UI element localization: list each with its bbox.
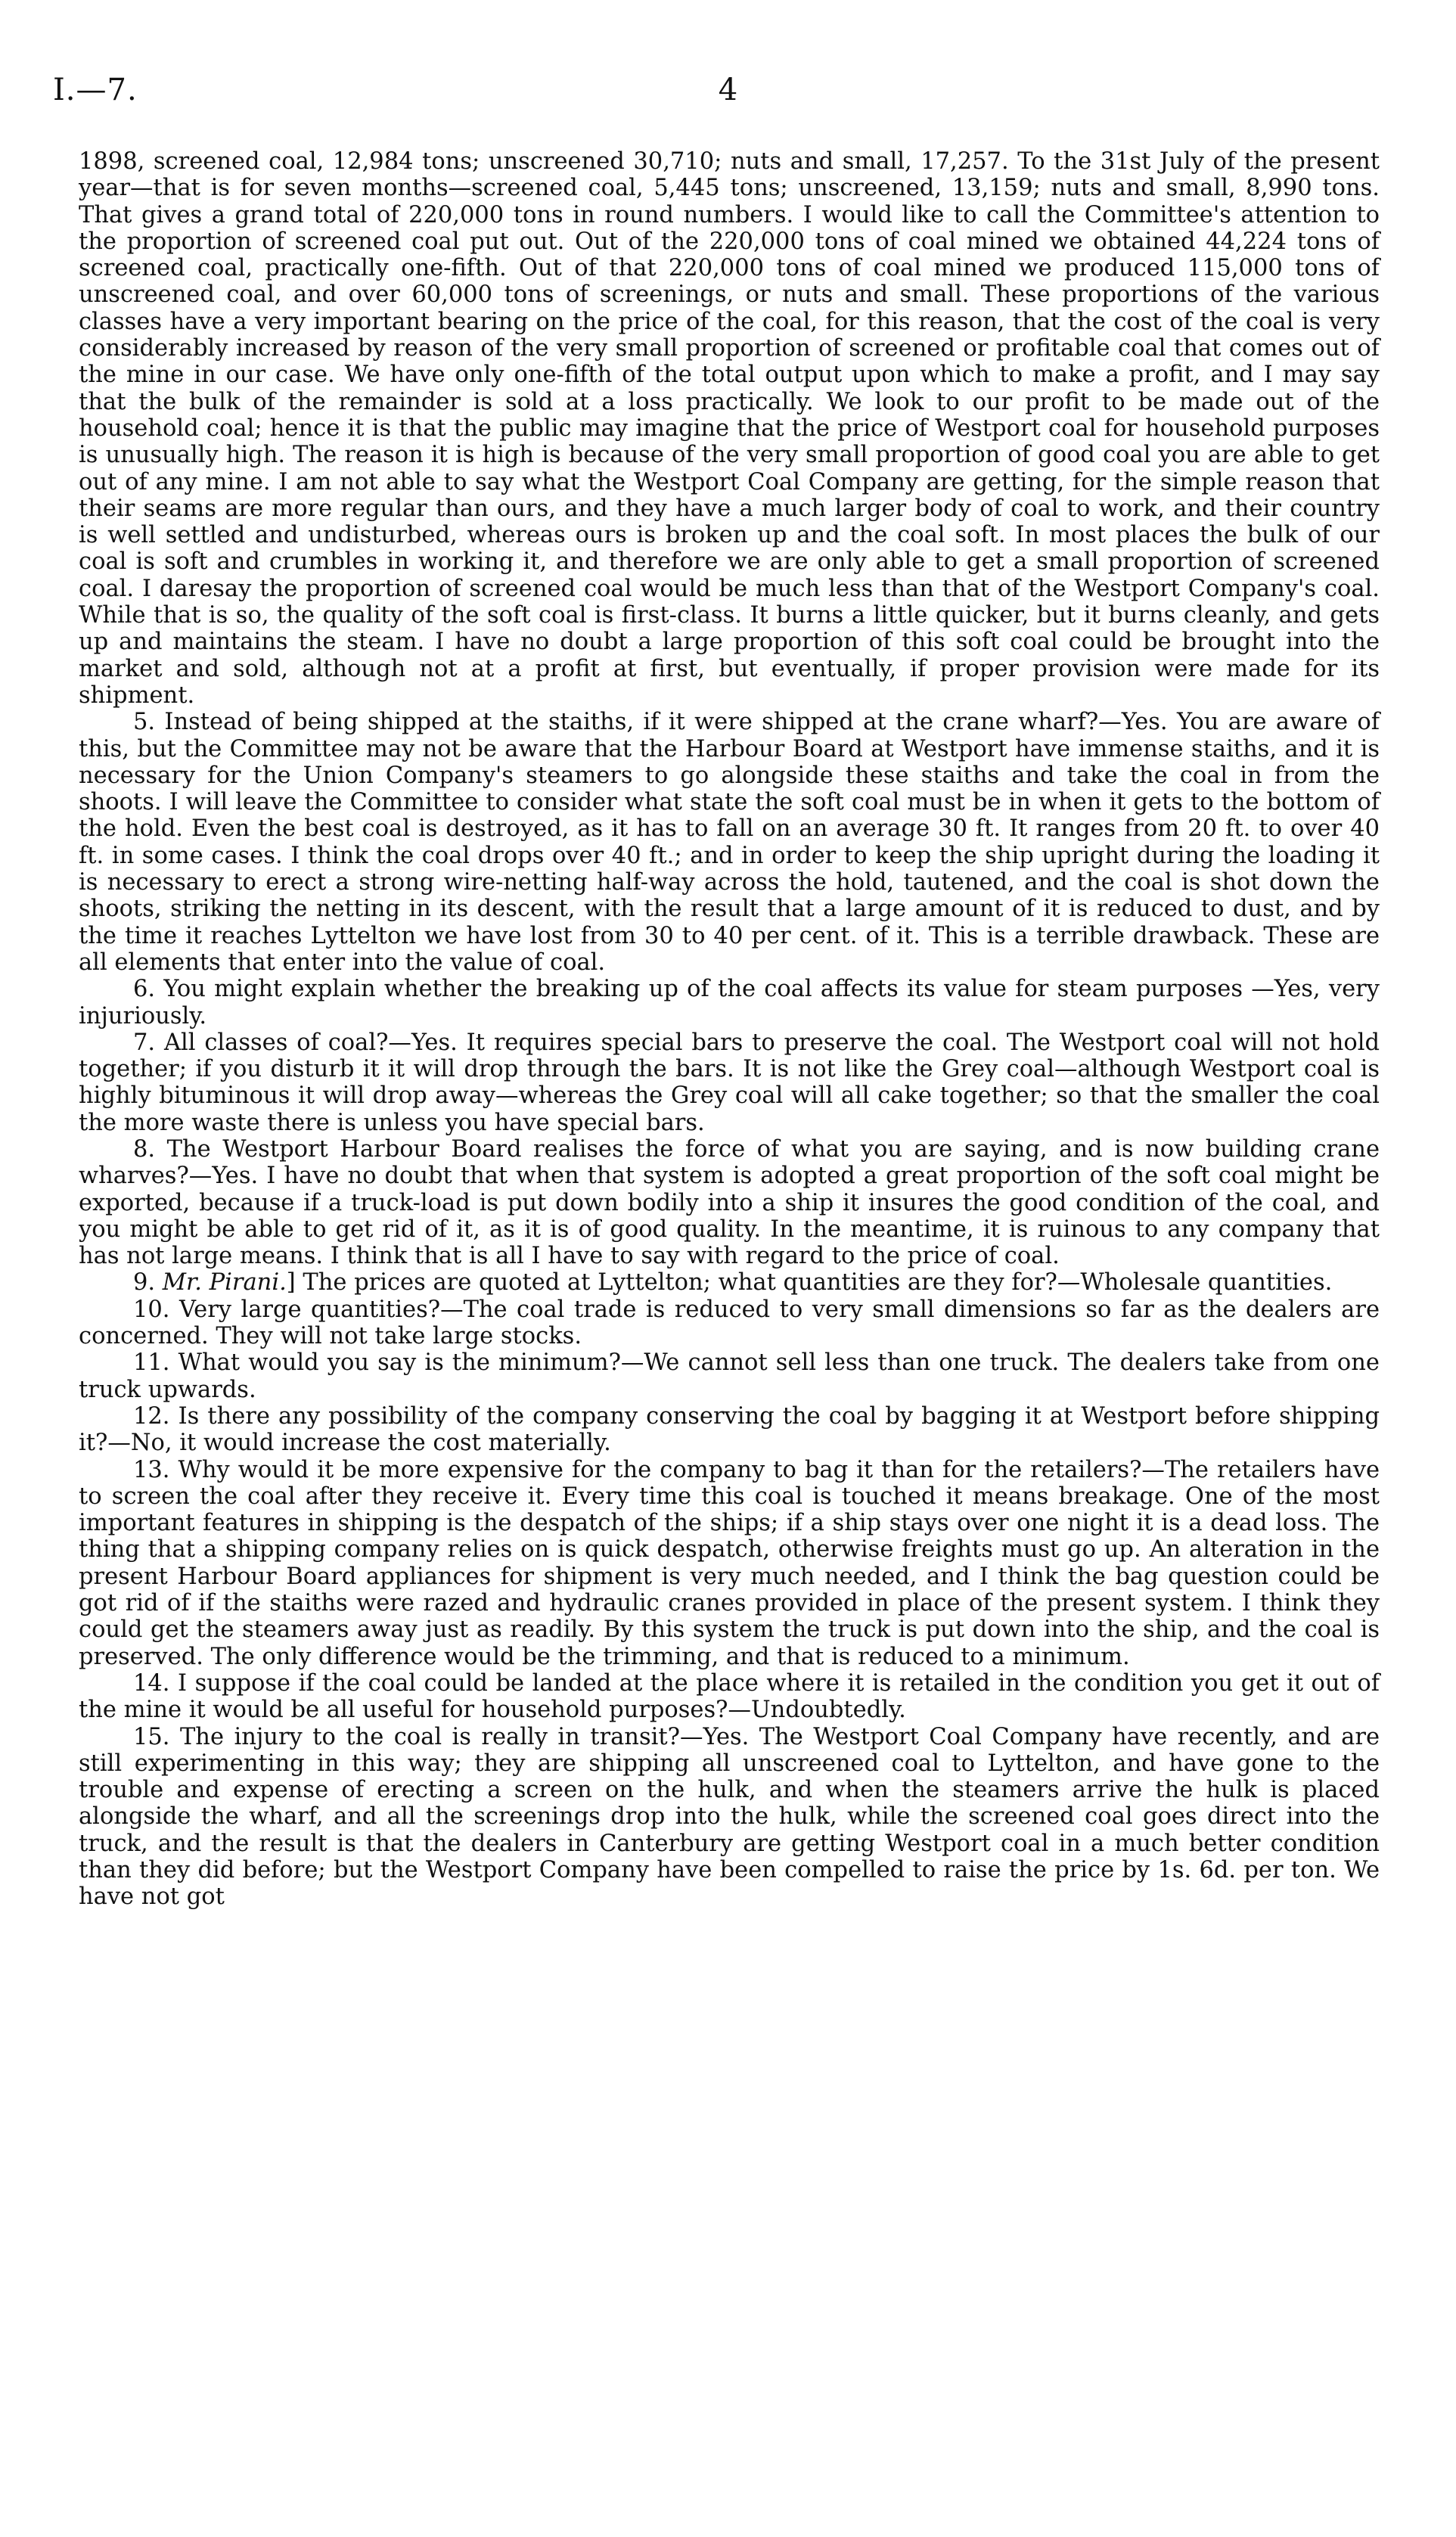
page-number: 4 <box>718 73 738 107</box>
paragraph-q15: 15. The injury to the coal is really in transit?—Yes. The Westport Coal Company have recently, and are still experimenting in this way; they are shipping all unscreened coal to Lyttelton, and have gone to the trouble and expense of erecting a screen on the hulk, and when the steamers arrive the hulk is placed alongside the wharf, and all the screenings drop into the hulk, while the screened coal goes direct into the truck, and the result is that the dealers in Canterbury are getting Westport coal in a much better condition than they did before; but the Westport Company have been compelled to raise the price by 1s. 6d. per ton. We have not got <box>79 1723 1380 1911</box>
page-header <box>53 73 1403 118</box>
paragraph-q14: 14. I suppose if the coal could be landed at the place where it is retailed in the condition you get it out of the mine it would be all useful for household purposes?—Undoubtedly. <box>79 1669 1380 1724</box>
paragraph-q6: 6. You might explain whether the breaking up of the coal affects its value for steam purposes —Yes, very injuriously. <box>79 976 1380 1029</box>
paragraph-q8: 8. The Westport Harbour Board realises the force of what you are saying, and is now building crane wharves?—Yes. I have no doubt that when that system is adopted a great proportion of the soft coal might be exported, because if a truck-load is put down bodily into a ship it insures the good condition of the coal, and you might be able to get rid of it, as it is of good quality. In the meantime, it is ruinous to any company that has not large means. I think that is all I have to say with regard to the price of coal. <box>79 1135 1380 1270</box>
paragraph-q9 <box>79 1269 1380 1296</box>
paragraph-q12: 12. Is there any possibility of the company conserving the coal by bagging it at Westport before shipping it?—No, it would increase the cost materially. <box>79 1402 1380 1457</box>
testimony-text <box>79 148 1380 1911</box>
paragraph-q9-text: ] The prices are quoted at Lyttelton; what quantities are they for?—Wholesale quantities. <box>286 1269 1333 1296</box>
paragraph-q13: 13. Why would it be more expensive for the company to bag it than for the retailers?—The retailers have to screen the coal after they receive it. Every time this coal is touched it means breakage. One of the most important features in shipping is the despatch of the ships; if a ship stays over one night it is a dead loss. The thing that a shipping company relies on is quick despatch, otherwise freights must go up. An alteration in the present Harbour Board appliances for shipment is very much needed, and I think the bag question could be got rid of if the staiths were razed and hydraulic cranes provided in place of the present system. I think they could get the steamers away just as readily. By this system the truck is put down into the ship, and the coal is preserved. The only difference would be the trimming, and that is reduced to a minimum. <box>79 1456 1380 1670</box>
speaker-name: Mr. Pirani. <box>162 1269 287 1296</box>
document-reference: I.—7. <box>53 73 138 107</box>
paragraph-continued: 1898, screened coal, 12,984 tons; unscreened 30,710; nuts and small, 17,257. To the 31st July of the present year—that is for seven months—screened coal, 5,445 tons; unscreened, 13,159; nuts and small, 8,990 tons. That gives a grand total of 220,000 tons in round numbers. I would like to call the Committee's attention to the proportion of screened coal put out. Out of the 220,000 tons of coal mined we obtained 44,224 tons of screened coal, practically one-fifth. Out of that 220,000 tons of coal mined we produced 115,000 tons of unscreened coal, and over 60,000 tons of screenings, or nuts and small. These proportions of the various classes have a very important bearing on the price of the coal, for this reason, that the cost of the coal is very considerably increased by reason of the very small proportion of screened or profitable coal that comes out of the mine in our case. We have only one-fifth of the total output upon which to make a profit, and I may say that the bulk of the remainder is sold at a loss practically. We look to our profit to be made out of the household coal; hence it is that the public may imagine that the price of Westport coal for household purposes is unusually high. The reason it is high is because of the very small proportion of good coal you are able to get out of any mine. I am not able to say what the Westport Coal Company are getting, for the simple reason that their seams are more regular than ours, and they have a much larger body of coal to work, and their country is well settled and undisturbed, whereas ours is broken up and the coal soft. In most places the bulk of our coal is soft and crumbles in working it, and therefore we are only able to get a small proportion of screened coal. I daresay the proportion of screened coal would be much less than that of the Westport Company's coal. While that is so, the quality of the soft coal is first-class. It burns a little quicker, but it burns cleanly, and gets up and maintains the steam. I have no doubt a large proportion of this soft coal could be brought into the market and sold, although not at a profit at first, but eventually, if proper provision were made for its shipment. <box>79 148 1380 709</box>
question-number: 9. <box>133 1269 163 1296</box>
paragraph-q7: 7. All classes of coal?—Yes. It requires special bars to preserve the coal. The Westport coal will not hold together; if you disturb it it will drop through the bars. It is not like the Grey coal—although Westport coal is highly bituminous it will drop away—whereas the Grey coal will all cake together; so that the smaller the coal the more waste there is unless you have special bars. <box>79 1029 1380 1136</box>
paragraph-q11: 11. What would you say is the minimum?—We cannot sell less than one truck. The dealers take from one truck upwards. <box>79 1349 1380 1403</box>
paragraph-q5: 5. Instead of being shipped at the staiths, if it were shipped at the crane wharf?—Yes. You are aware of this, but the Committee may not be aware that the Harbour Board at Westport have immense staiths, and it is necessary for the Union Company's steamers to go alongside these staiths and take the coal in from the shoots. I will leave the Committee to consider what state the soft coal must be in when it gets to the bottom of the hold. Even the best coal is destroyed, as it has to fall on an average 30 ft. It ranges from 20 ft. to over 40 ft. in some cases. I think the coal drops over 40 ft.; and in order to keep the ship upright during the loading it is necessary to erect a strong wire-netting half-way across the hold, tautened, and the coal is shot down the shoots, striking the netting in its descent, with the result that a large amount of it is reduced to dust, and by the time it reaches Lyttelton we have lost from 30 to 40 per cent. of it. This is a terrible drawback. These are all elements that enter into the value of coal. <box>79 709 1380 976</box>
paragraph-q10: 10. Very large quantities?—The coal trade is reduced to very small dimensions so far as the dealers are concerned. They will not take large stocks. <box>79 1296 1380 1350</box>
